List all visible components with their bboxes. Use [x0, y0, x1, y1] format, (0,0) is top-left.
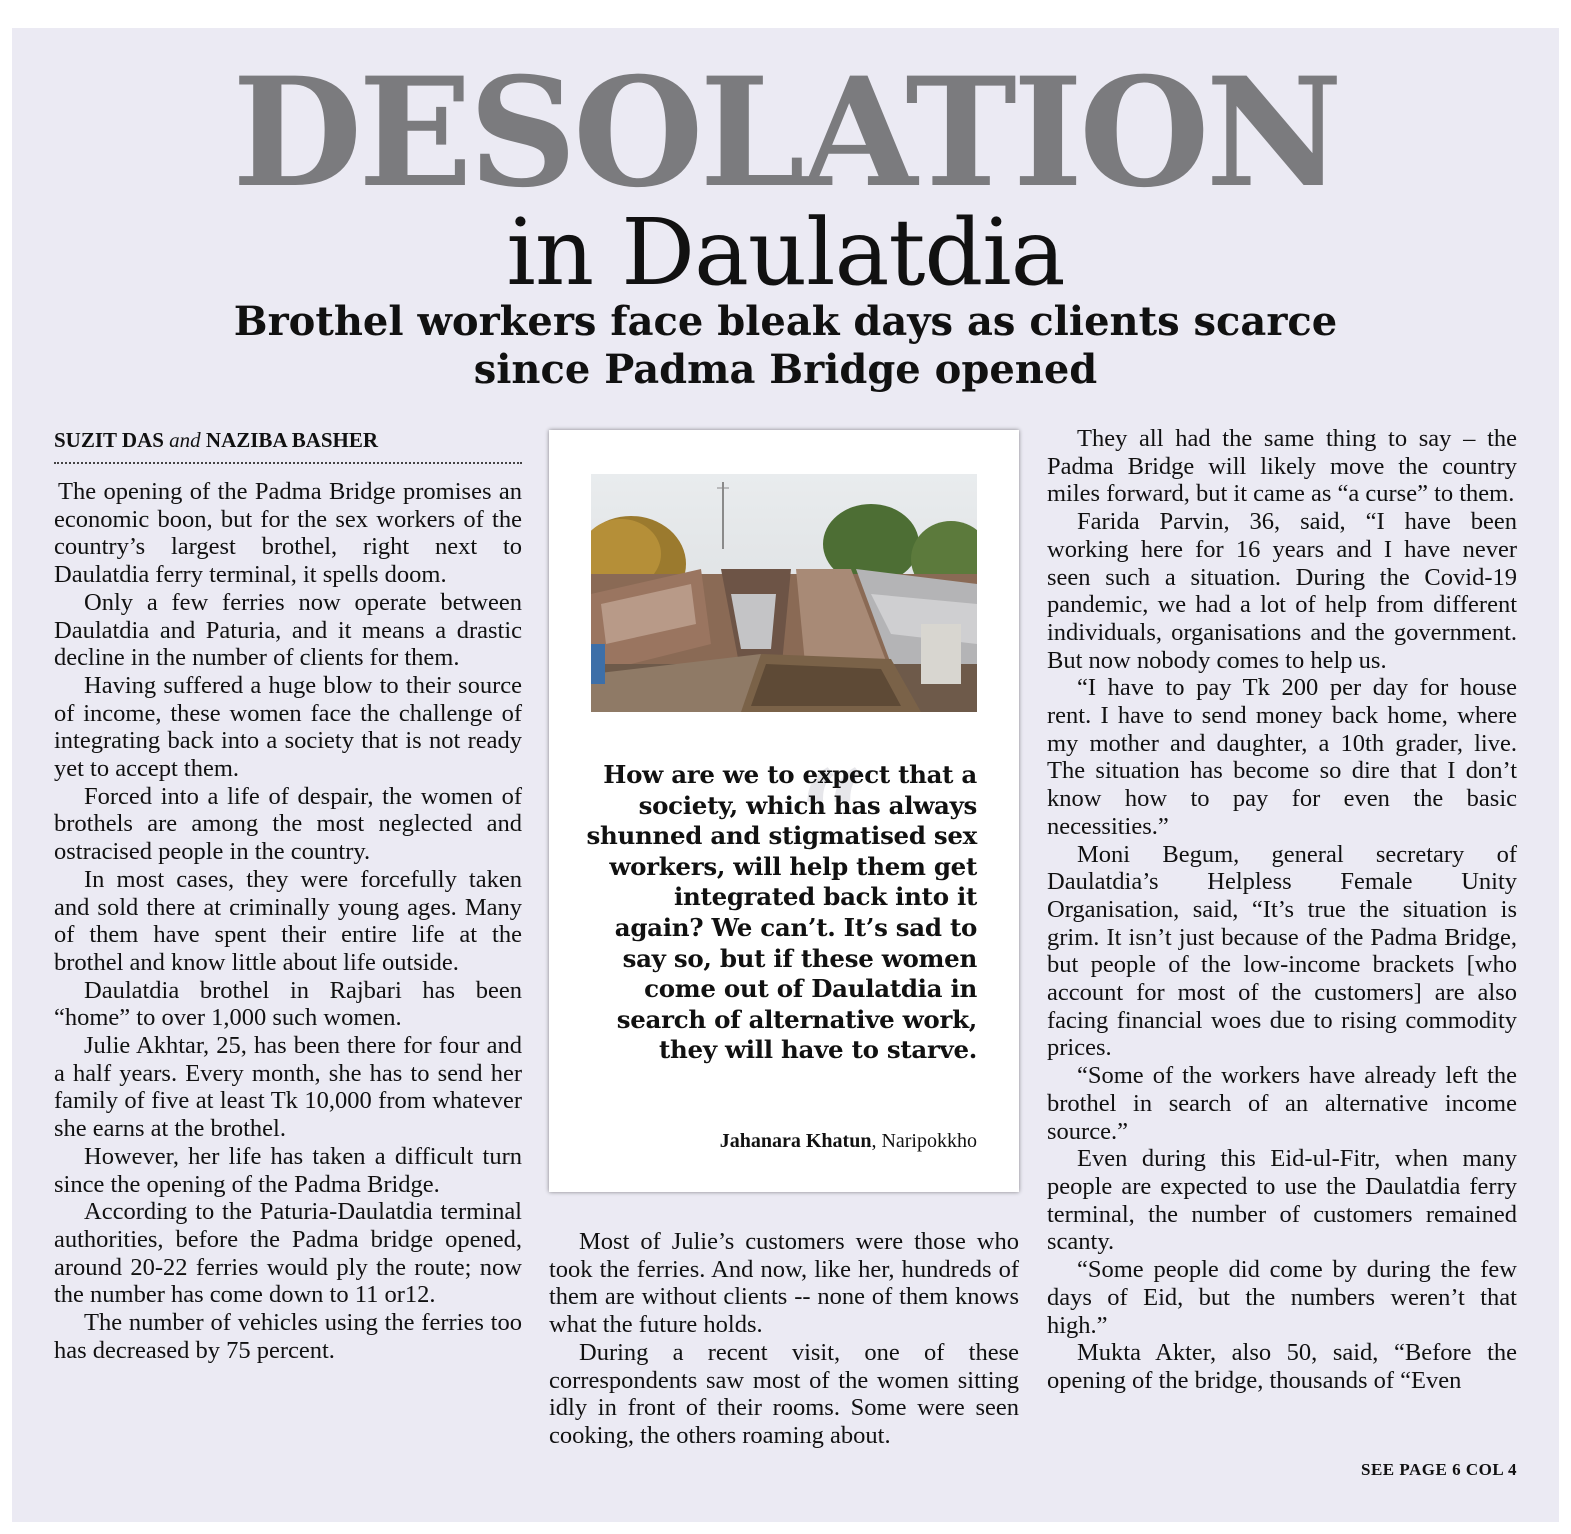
main-headline: in Daulatdia: [506, 199, 1065, 306]
paragraph: Having suffered a huge blow to their source of income, these women face the challenge of integrating back into a society that is not ready yet to accept them.: [54, 671, 522, 783]
paragraph: Julie Akhtar, 25, has been there for four and a half years. Every month, she has to send her family of five at least Tk 10,000 from whatever she earns at the brothel.: [54, 1032, 522, 1143]
paragraph: Mukta Akter, also 50, said, “Before the opening of the bridge, thousands of “Even: [1047, 1339, 1517, 1394]
deck-line-1: Brothel workers face bleak days as clients scarce: [233, 298, 1338, 345]
byline-author-1: SUZIT DAS: [54, 428, 164, 452]
article-column-2: [549, 1228, 1019, 1450]
paragraph: “Some of the workers have already left the brothel in search of an alternative income source.”: [1047, 1062, 1517, 1145]
kicker-headline: DESOLATION: [232, 45, 1339, 221]
pullquote-card: [549, 430, 1019, 1192]
deck-line-2: since Padma Bridge opened: [473, 346, 1098, 393]
quote-mark-icon: “: [799, 744, 869, 885]
pullquote-attribution: [579, 1130, 977, 1153]
paragraph: Forced into a life of despair, the women of brothels are among the most neglected and ostracised people in the country.: [54, 782, 522, 866]
paragraph: According to the Paturia-Daulatdia terminal authorities, before the Padma bridge opened, around 20-22 ferries would ply the route; now the number has come down to 11 or12.: [54, 1198, 522, 1309]
paragraph: “I have to pay Tk 200 per day for house rent. I have to send money back home, where my mother and daughter, a 10th grader, live. The situation has become so dire that I don’t know how to pay for even the basic necessities.”: [1047, 674, 1517, 840]
photo-illustration: [591, 474, 977, 712]
paragraph: Farida Parvin, 36, said, “I have been working here for 16 years and I have never seen such a situation. During the Covid-19 pandemic, we had a lot of help from different individuals, organisations and the government. But now nobody comes to help us.: [1047, 508, 1517, 674]
paragraph: Most of Julie’s customers were those who took the ferries. And now, like her, hundreds of them are without clients -- none of them knows what the future holds.: [549, 1228, 1019, 1339]
paragraph: The opening of the Padma Bridge promises an economic boon, but for the sex workers of the country’s largest brothel, right next to Daulatdia ferry terminal, it spells doom.: [54, 478, 522, 589]
byline-conjunction: and: [169, 428, 201, 452]
paragraph: Daulatdia brothel in Rajbari has been “home” to over 1,000 such women.: [54, 976, 522, 1032]
paragraph: Moni Begum, general secretary of Daulatdia’s Helpless Female Unity Organisation, said, “It’s true the situation is grim. It isn’t just because of the Padma Bridge, but people of the low-income brackets [who account for most of the customers] are also facing financial woes due to rising commodity prices.: [1047, 840, 1517, 1062]
brothel-rooftops-photo: [591, 474, 977, 712]
article-column-3: [1047, 425, 1517, 1395]
quote-source-org: , Naripokkho: [871, 1130, 977, 1152]
byline: [54, 428, 522, 464]
pullquote-text: How are we to expect that a society, which has always shunned and stigmatised sex workers, will help them get integrated back into it again? We can’t. It’s sad to say so, but if these women come out of Daulatdia in search of alternative work, they will have to starve.: [586, 760, 977, 1065]
byline-author-2: NAZIBA BASHER: [205, 428, 379, 452]
paragraph: Even during this Eid-ul-Fitr, when many people are expected to use the Daulatdia ferry terminal, the number of customers remained scanty.: [1047, 1145, 1517, 1256]
paragraph: They all had the same thing to say – the Padma Bridge will likely move the country miles forward, but it came as “a curse” to them.: [1047, 425, 1517, 508]
quote-source-name: Jahanara Khatun: [719, 1130, 872, 1152]
continuation-jump-line: SEE PAGE 6 COL 4: [1361, 1460, 1517, 1479]
deck-subheadline: [12, 298, 1559, 394]
paragraph: During a recent visit, one of these correspondents saw most of the women sitting idly in front of their rooms. Some were seen cooking, the others roaming about.: [549, 1338, 1019, 1449]
paragraph: However, her life has taken a difficult turn since the opening of the Padma Bridge.: [54, 1142, 522, 1198]
paragraph: In most cases, they were forcefully taken and sold there at criminally young ages. Many of them have spent their entire life at the brothel and know little about life outside.: [54, 865, 522, 976]
paragraph: The number of vehicles using the ferries too has decreased by 75 percent.: [54, 1309, 522, 1364]
newspaper-page: [12, 28, 1559, 1522]
paragraph: Only a few ferries now operate between Daulatdia and Paturia, and it means a drastic decline in the number of clients for them.: [54, 588, 522, 672]
article-column-1: [54, 478, 522, 1365]
paragraph: “Some people did come by during the few days of Eid, but the numbers weren’t that high.”: [1047, 1256, 1517, 1339]
